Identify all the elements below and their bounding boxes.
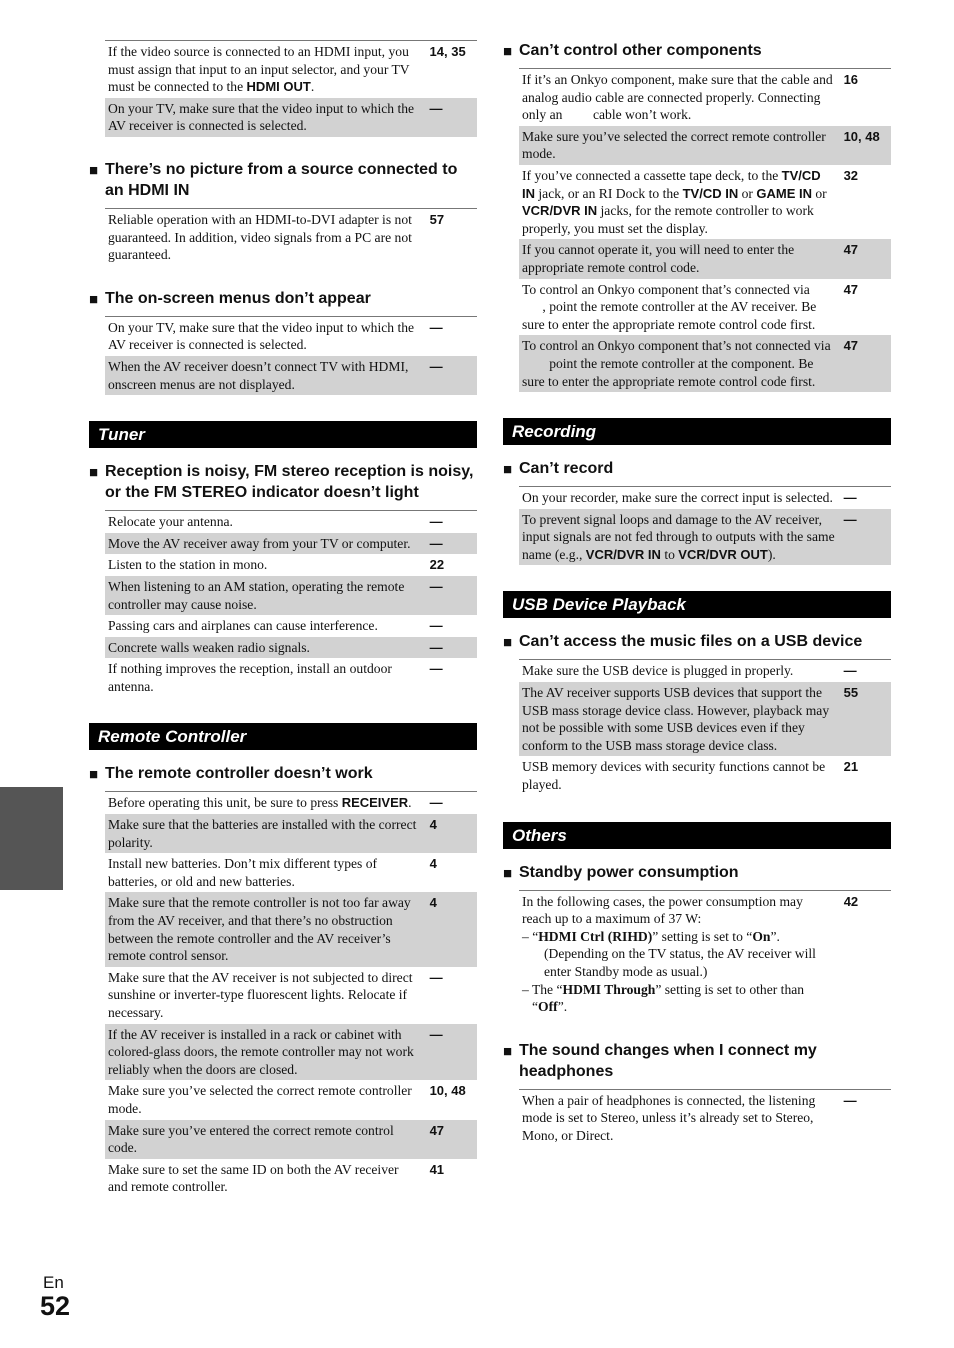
page-reference: 4 [424, 892, 477, 966]
troubleshooting-table [519, 659, 891, 795]
table-row [105, 316, 477, 356]
topic-heading-text: Reception is noisy, FM stereo reception is noisy, or the FM STEREO indicator doesn’t light [105, 463, 474, 502]
solution-text: Make sure you’ve entered the correct remote control code. [105, 1120, 424, 1159]
troubleshooting-table [519, 68, 891, 392]
solution-text: Make sure that the AV receiver is not subjected to direct sunshine or inverter-type fluorescent lights. Relocate if necessary. [108, 969, 413, 1020]
topic-heading [503, 40, 891, 61]
table-row [105, 1024, 477, 1081]
troubleshooting-table [105, 791, 477, 1197]
topic-heading-text: The on-screen menus don’t appear [105, 289, 371, 307]
page-reference: — [424, 576, 477, 615]
table-row [105, 615, 477, 637]
page-reference: — [424, 533, 477, 555]
solution-text: If it’s an Onkyo component, make sure that the cable and analog audio cable are connected properly. Connecting only an cable won’t work. [522, 72, 833, 123]
solution-text: If the AV receiver is installed in a rack or cabinet with colored-glass doors, the remote controller may not work reliably when the doors are closed. [105, 1024, 424, 1081]
table-row [519, 126, 891, 165]
page-reference: 57 [429, 211, 445, 227]
table-row [105, 356, 477, 395]
topic-heading-text: Can’t control other components [519, 42, 762, 59]
section-others: Others [503, 822, 891, 849]
page-reference: — [838, 509, 891, 566]
left-column [89, 40, 477, 1220]
table-row [519, 890, 891, 1018]
solution-text: To prevent signal loops and damage to the AV receiver, input signals are not fed through to outputs with the same name (e.g., VCR/DVR IN to VCR/DVR OUT). [519, 509, 838, 566]
solution-text: Listen to the station in mono. [108, 557, 268, 573]
page-reference: — [843, 663, 857, 679]
solution-text: If the video source is connected to an HDMI input, you must assign that input to an input selector, and your TV must be connected to the HDMI OUT. [108, 44, 410, 95]
page-reference: 10, 48 [838, 126, 891, 165]
solution-text: If you cannot operate it, you will need to enter the appropriate remote control code. [519, 239, 838, 278]
topic-heading [503, 458, 891, 479]
table-row [105, 892, 477, 966]
square-bullet-icon: ■ [503, 864, 513, 882]
troubleshooting-table [519, 890, 891, 1018]
table-row [105, 637, 477, 659]
troubleshooting-table [105, 316, 477, 395]
table-row [105, 554, 477, 576]
table-row [105, 1120, 477, 1159]
page-reference: — [424, 98, 477, 137]
topic-heading [89, 288, 477, 309]
page-reference: 10, 48 [429, 1083, 466, 1099]
troubleshooting-table [519, 486, 891, 565]
topic-heading-text: Can’t access the music files on a USB device [519, 633, 863, 651]
solution-text: Make sure that the batteries are installed with the correct polarity. [105, 814, 424, 853]
solution-text: Make sure the USB device is plugged in properly. [522, 663, 794, 679]
table-row [105, 792, 477, 814]
table-row [105, 533, 477, 555]
solution-text: USB memory devices with security functions cannot be played. [522, 759, 826, 793]
square-bullet-icon: ■ [89, 464, 99, 482]
square-bullet-icon: ■ [503, 43, 513, 60]
page-reference: — [424, 1024, 477, 1081]
page-reference: — [429, 661, 443, 677]
page-reference: 4 [429, 856, 437, 872]
page-reference: — [429, 514, 443, 530]
table-row [519, 69, 891, 126]
solution-text: Reliable operation with an HDMI-to-DVI adapter is not guaranteed. In addition, video signals from a PC are not guaranteed. [108, 211, 412, 263]
troubleshooting-table [105, 510, 477, 697]
solution-text: When a pair of headphones is connected, the listening mode is set to Stereo, unless it’s already set to Stereo, Mono, or Direct. [522, 1092, 816, 1143]
page-reference: 47 [838, 335, 891, 392]
solution-text: On your TV, make sure that the video input to which the AV receiver is connected is selected. [108, 319, 415, 353]
page-reference: 16 [843, 72, 859, 87]
topic-heading-text: Can’t record [519, 460, 614, 478]
page-reference: — [843, 490, 857, 506]
table-row [105, 658, 477, 697]
table-row [519, 239, 891, 278]
table-row [105, 511, 477, 533]
square-bullet-icon: ■ [89, 766, 99, 784]
page-reference: 47 [843, 281, 859, 297]
table-row [519, 335, 891, 392]
solution-text: To control an Onkyo component that’s connected via , point the remote controller at the AV receiver. Be sure to enter the appropriate remote control code first. [522, 281, 817, 332]
table-row [105, 967, 477, 1024]
topic-heading-text: There’s no picture from a source connected to an HDMI IN [105, 160, 458, 199]
solution-text: Make sure you’ve selected the correct remote controller mode. [519, 126, 838, 165]
solution-text: The AV receiver supports USB devices that support the USB mass storage device class. However, playback may not be possible with some USB devices even if they conform to the USB mass storage device class. [519, 682, 838, 756]
topic-heading-text: Standby power consumption [519, 863, 739, 881]
page-reference: 47 [838, 239, 891, 278]
page-reference: — [424, 637, 477, 659]
solution-text: On your recorder, make sure the correct input is selected. [522, 490, 833, 506]
page-reference: 41 [429, 1161, 445, 1177]
solution-text: Make sure that the remote controller is not too far away from the AV receiver, and that there’s no obstruction between the remote controller and the AV receiver’s remote control sensor. [105, 892, 424, 966]
topic-heading [503, 631, 891, 652]
table-row [105, 98, 477, 137]
solution-text: When listening to an AM station, operating the remote controller may cause noise. [105, 576, 424, 615]
page-reference: 47 [424, 1120, 477, 1159]
page-reference: 55 [838, 682, 891, 756]
solution-text: Install new batteries. Don’t mix different types of batteries, or old and new batteries. [108, 856, 378, 889]
table-row [519, 165, 891, 239]
solution-text: Passing cars and airplanes can cause interference. [108, 618, 378, 634]
solution-text: If you’ve connected a cassette tape deck, to the TV/CD IN jack, or an RI Dock to the TV/CD IN or GAME IN or VCR/DVR IN jacks, for the remote controller to work properly, you must set the display. [522, 167, 827, 236]
table-row [105, 814, 477, 853]
solution-text: To control an Onkyo component that’s not connected via point the remote controller at the component. Be sure to enter the appropriate remote control code first. [519, 335, 838, 392]
page-reference: 32 [843, 167, 859, 183]
solution-text: Before operating this unit, be sure to press RECEIVER. [108, 795, 412, 811]
page-reference: 42 [843, 893, 859, 909]
page-reference: — [429, 618, 443, 634]
table-row [519, 1089, 891, 1146]
solution-text: Make sure to set the same ID on both the AV receiver and remote controller. [108, 1161, 399, 1195]
solution-text: When the AV receiver doesn’t connect TV with HDMI, onscreen menus are not displayed. [105, 356, 424, 395]
square-bullet-icon: ■ [89, 290, 99, 308]
page-reference: — [424, 356, 477, 395]
page-reference: — [429, 319, 443, 335]
solution-text: Relocate your antenna. [108, 514, 233, 530]
topic-heading-text: The sound changes when I connect my headphones [519, 1041, 817, 1080]
section-tuner: Tuner [89, 421, 477, 448]
table-row [519, 660, 891, 682]
page-language: En [43, 1273, 64, 1292]
table-row [519, 509, 891, 566]
right-column [503, 40, 891, 1169]
page-reference: — [843, 1092, 857, 1108]
table-row [519, 487, 891, 509]
section-usb-device-playback: USB Device Playback [503, 591, 891, 618]
page-reference: 4 [424, 814, 477, 853]
topic-heading [89, 461, 477, 503]
page-reference: 14, 35 [429, 44, 466, 59]
table-row [105, 1080, 477, 1119]
page-reference: — [429, 795, 443, 811]
section-recording: Recording [503, 418, 891, 445]
topic-heading-text: The remote controller doesn’t work [105, 765, 373, 783]
solution-text: On your TV, make sure that the video input to which the AV receiver is connected is selected. [105, 98, 424, 137]
table-row [105, 208, 477, 265]
topic-heading [89, 763, 477, 784]
solution-text: If nothing improves the reception, install an outdoor antenna. [108, 661, 392, 694]
table-row [105, 576, 477, 615]
table-row [105, 853, 477, 892]
topic-heading [503, 862, 891, 883]
troubleshooting-table [519, 1089, 891, 1147]
table-row [105, 41, 477, 98]
square-bullet-icon: ■ [503, 461, 513, 479]
page-number: 52 [40, 1291, 71, 1321]
page-reference: — [429, 969, 443, 985]
page-reference: 22 [429, 557, 445, 573]
topic-heading [89, 159, 477, 201]
square-bullet-icon: ■ [503, 634, 513, 652]
side-tab-marker [0, 787, 63, 890]
solution-text: In the following cases, the power consumption may reach up to a maximum of 37 W: – “HDMI Ctrl (RIHD)” setting is set to “On”. (Depending on the TV status, the AV receiver will enter Standby mode as usual.) – The “HDMI Through” setting is set to other than “Off”. [522, 893, 816, 1015]
troubleshooting-table [105, 40, 477, 137]
table-row [519, 682, 891, 756]
table-row [519, 756, 891, 795]
square-bullet-icon: ■ [503, 1042, 513, 1060]
solution-text: Concrete walls weaken radio signals. [105, 637, 424, 659]
square-bullet-icon: ■ [89, 161, 99, 179]
page-reference: 21 [843, 759, 859, 775]
table-row [105, 1159, 477, 1198]
solution-text: Move the AV receiver away from your TV or computer. [105, 533, 424, 555]
table-row [519, 279, 891, 336]
topic-heading [503, 1040, 891, 1082]
troubleshooting-table [105, 208, 477, 266]
section-remote-controller: Remote Controller [89, 723, 477, 750]
solution-text: Make sure you’ve selected the correct remote controller mode. [108, 1083, 412, 1116]
